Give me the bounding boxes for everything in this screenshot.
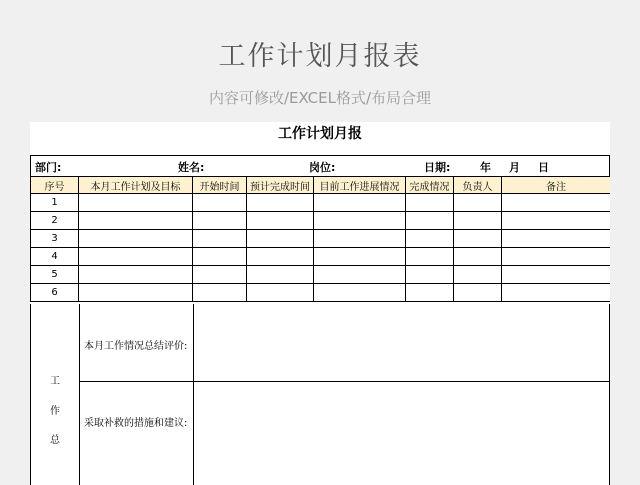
table-cell[interactable] (454, 212, 502, 230)
table-row (31, 248, 611, 266)
table-cell[interactable] (247, 284, 314, 302)
table-cell[interactable] (193, 248, 247, 266)
row-number: 4 (31, 248, 79, 266)
table-row (31, 230, 611, 248)
column-header-start: 开始时间 (193, 177, 247, 194)
day-label: 日 (538, 161, 549, 174)
table-cell[interactable] (247, 248, 314, 266)
table-cell[interactable] (247, 266, 314, 284)
measures-label: 采取补救的措施和建议: (84, 418, 188, 429)
column-header-plan: 本月工作计划及目标 (79, 177, 193, 194)
spreadsheet-preview (30, 122, 610, 485)
column-header-progress: 目前工作进展情况 (314, 177, 406, 194)
table-cell[interactable] (314, 212, 406, 230)
row-number: 3 (31, 230, 79, 248)
table-cell[interactable] (79, 284, 193, 302)
table-row (31, 194, 611, 212)
table-cell[interactable] (502, 230, 611, 248)
name-label: 姓名: (178, 161, 205, 174)
month-label: 月 (509, 161, 520, 174)
plan-table (30, 176, 610, 302)
summary-divider-horizontal (79, 381, 610, 382)
table-cell[interactable] (314, 194, 406, 212)
summary-side-char: 作 (50, 406, 60, 417)
page-title: 工作计划月报表 (218, 41, 422, 72)
table-cell[interactable] (454, 194, 502, 212)
table-cell[interactable] (79, 194, 193, 212)
summary-section (30, 304, 610, 485)
info-row (30, 155, 610, 177)
summary-side-char: 工 (50, 376, 60, 387)
position-label: 岗位: (309, 161, 336, 174)
table-row (31, 284, 611, 302)
column-header-notes: 备注 (502, 177, 611, 194)
summary-side-char: 总 (50, 435, 60, 446)
table-cell[interactable] (79, 230, 193, 248)
row-number: 2 (31, 212, 79, 230)
date-label: 日期: (424, 161, 451, 174)
table-cell[interactable] (406, 248, 454, 266)
table-cell[interactable] (247, 230, 314, 248)
table-cell[interactable] (193, 284, 247, 302)
table-cell[interactable] (406, 194, 454, 212)
table-cell[interactable] (454, 266, 502, 284)
table-cell[interactable] (406, 212, 454, 230)
year-label: 年 (480, 161, 491, 174)
table-cell[interactable] (247, 212, 314, 230)
table-cell[interactable] (454, 230, 502, 248)
evaluation-label: 本月工作情况总结评价: (84, 341, 188, 352)
table-cell[interactable] (193, 230, 247, 248)
table-cell[interactable] (406, 230, 454, 248)
table-cell[interactable] (502, 284, 611, 302)
table-cell[interactable] (79, 266, 193, 284)
table-cell[interactable] (502, 266, 611, 284)
table-cell[interactable] (454, 284, 502, 302)
table-cell[interactable] (406, 266, 454, 284)
row-number: 6 (31, 284, 79, 302)
table-cell[interactable] (502, 194, 611, 212)
table-cell[interactable] (79, 248, 193, 266)
table-cell[interactable] (314, 230, 406, 248)
table-cell[interactable] (502, 248, 611, 266)
table-cell[interactable] (502, 212, 611, 230)
summary-divider-vertical (193, 304, 194, 485)
column-header-expected-finish: 预计完成时间 (247, 177, 314, 194)
table-cell[interactable] (314, 266, 406, 284)
table-header-row (31, 177, 611, 194)
table-cell[interactable] (314, 284, 406, 302)
summary-side-column (31, 304, 80, 485)
row-number: 1 (31, 194, 79, 212)
table-cell[interactable] (406, 284, 454, 302)
column-header-owner: 负责人 (454, 177, 502, 194)
row-number: 5 (31, 266, 79, 284)
table-row (31, 266, 611, 284)
table-cell[interactable] (193, 194, 247, 212)
table-cell[interactable] (454, 248, 502, 266)
table-cell[interactable] (193, 212, 247, 230)
column-header-status: 完成情况 (406, 177, 454, 194)
table-cell[interactable] (79, 212, 193, 230)
table-row (31, 212, 611, 230)
column-header-no: 序号 (31, 177, 79, 194)
table-cell[interactable] (314, 248, 406, 266)
table-cell[interactable] (193, 266, 247, 284)
table-cell[interactable] (247, 194, 314, 212)
department-label: 部门: (35, 161, 62, 174)
sheet-title: 工作计划月报 (278, 126, 362, 142)
page-subtitle: 内容可修改/EXCEL格式/布局合理 (208, 89, 432, 107)
